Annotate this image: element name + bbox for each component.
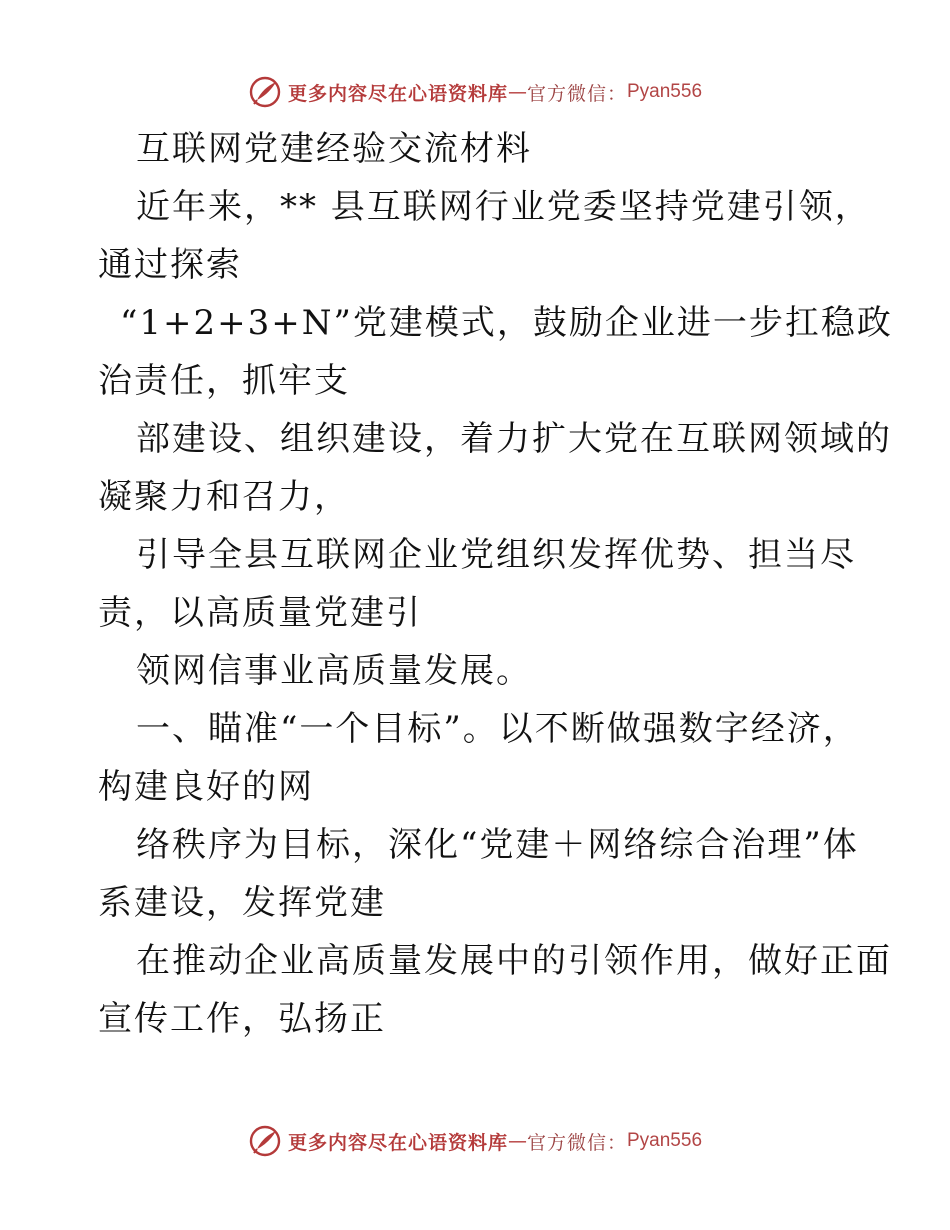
document-title: 互联网党建经验交流材料 xyxy=(136,129,532,169)
text-line: 引导全县互联网企业党组织发挥优势、担当尽 xyxy=(136,535,856,575)
text-line: 系建设，发挥党建 xyxy=(98,883,386,923)
banner-title: 更多内容尽在心语资料库 xyxy=(287,82,508,105)
banner-separator: — xyxy=(507,81,527,103)
banner-title: 更多内容尽在心语资料库 xyxy=(287,1131,508,1154)
text-line: “1+2+3+N”党建模式，鼓励企业进一步扛稳政 xyxy=(120,303,893,343)
text-line: 通过探索 xyxy=(98,245,242,285)
text-line: 部建设、组织建设，着力扩大党在互联网领域的 xyxy=(136,419,892,459)
text-line: 在推动企业高质量发展中的引领作用，做好正面 xyxy=(136,941,892,981)
quill-pen-logo-icon xyxy=(248,75,282,109)
banner-wechat-id: Pyan556 xyxy=(627,1130,703,1151)
banner-wechat-id: Pyan556 xyxy=(627,81,703,102)
header-banner xyxy=(0,70,950,114)
text-line: 治责任，抓牢支 xyxy=(98,361,350,401)
banner-separator: — xyxy=(507,1130,527,1152)
banner-wechat-label: 官方微信： xyxy=(526,1131,627,1154)
text-line: 凝聚力和召力， xyxy=(98,477,350,517)
quill-pen-logo-icon xyxy=(248,1124,282,1158)
document-body xyxy=(98,120,893,1048)
text-line: 近年来，** 县互联网行业党委坚持党建引领， xyxy=(136,187,871,227)
text-line: 责，以高质量党建引 xyxy=(98,593,422,633)
text-line: 一、瞄准“一个目标”。以不断做强数字经济， xyxy=(136,709,859,749)
text-line: 领网信事业高质量发展。 xyxy=(136,651,532,691)
text-line: 构建良好的网 xyxy=(98,767,314,807)
footer-banner xyxy=(0,1119,950,1163)
text-line: 宣传工作，弘扬正 xyxy=(98,999,386,1039)
banner-wechat-label: 官方微信： xyxy=(526,82,627,105)
text-line: 络秩序为目标，深化“党建＋网络综合治理”体 xyxy=(136,825,859,865)
